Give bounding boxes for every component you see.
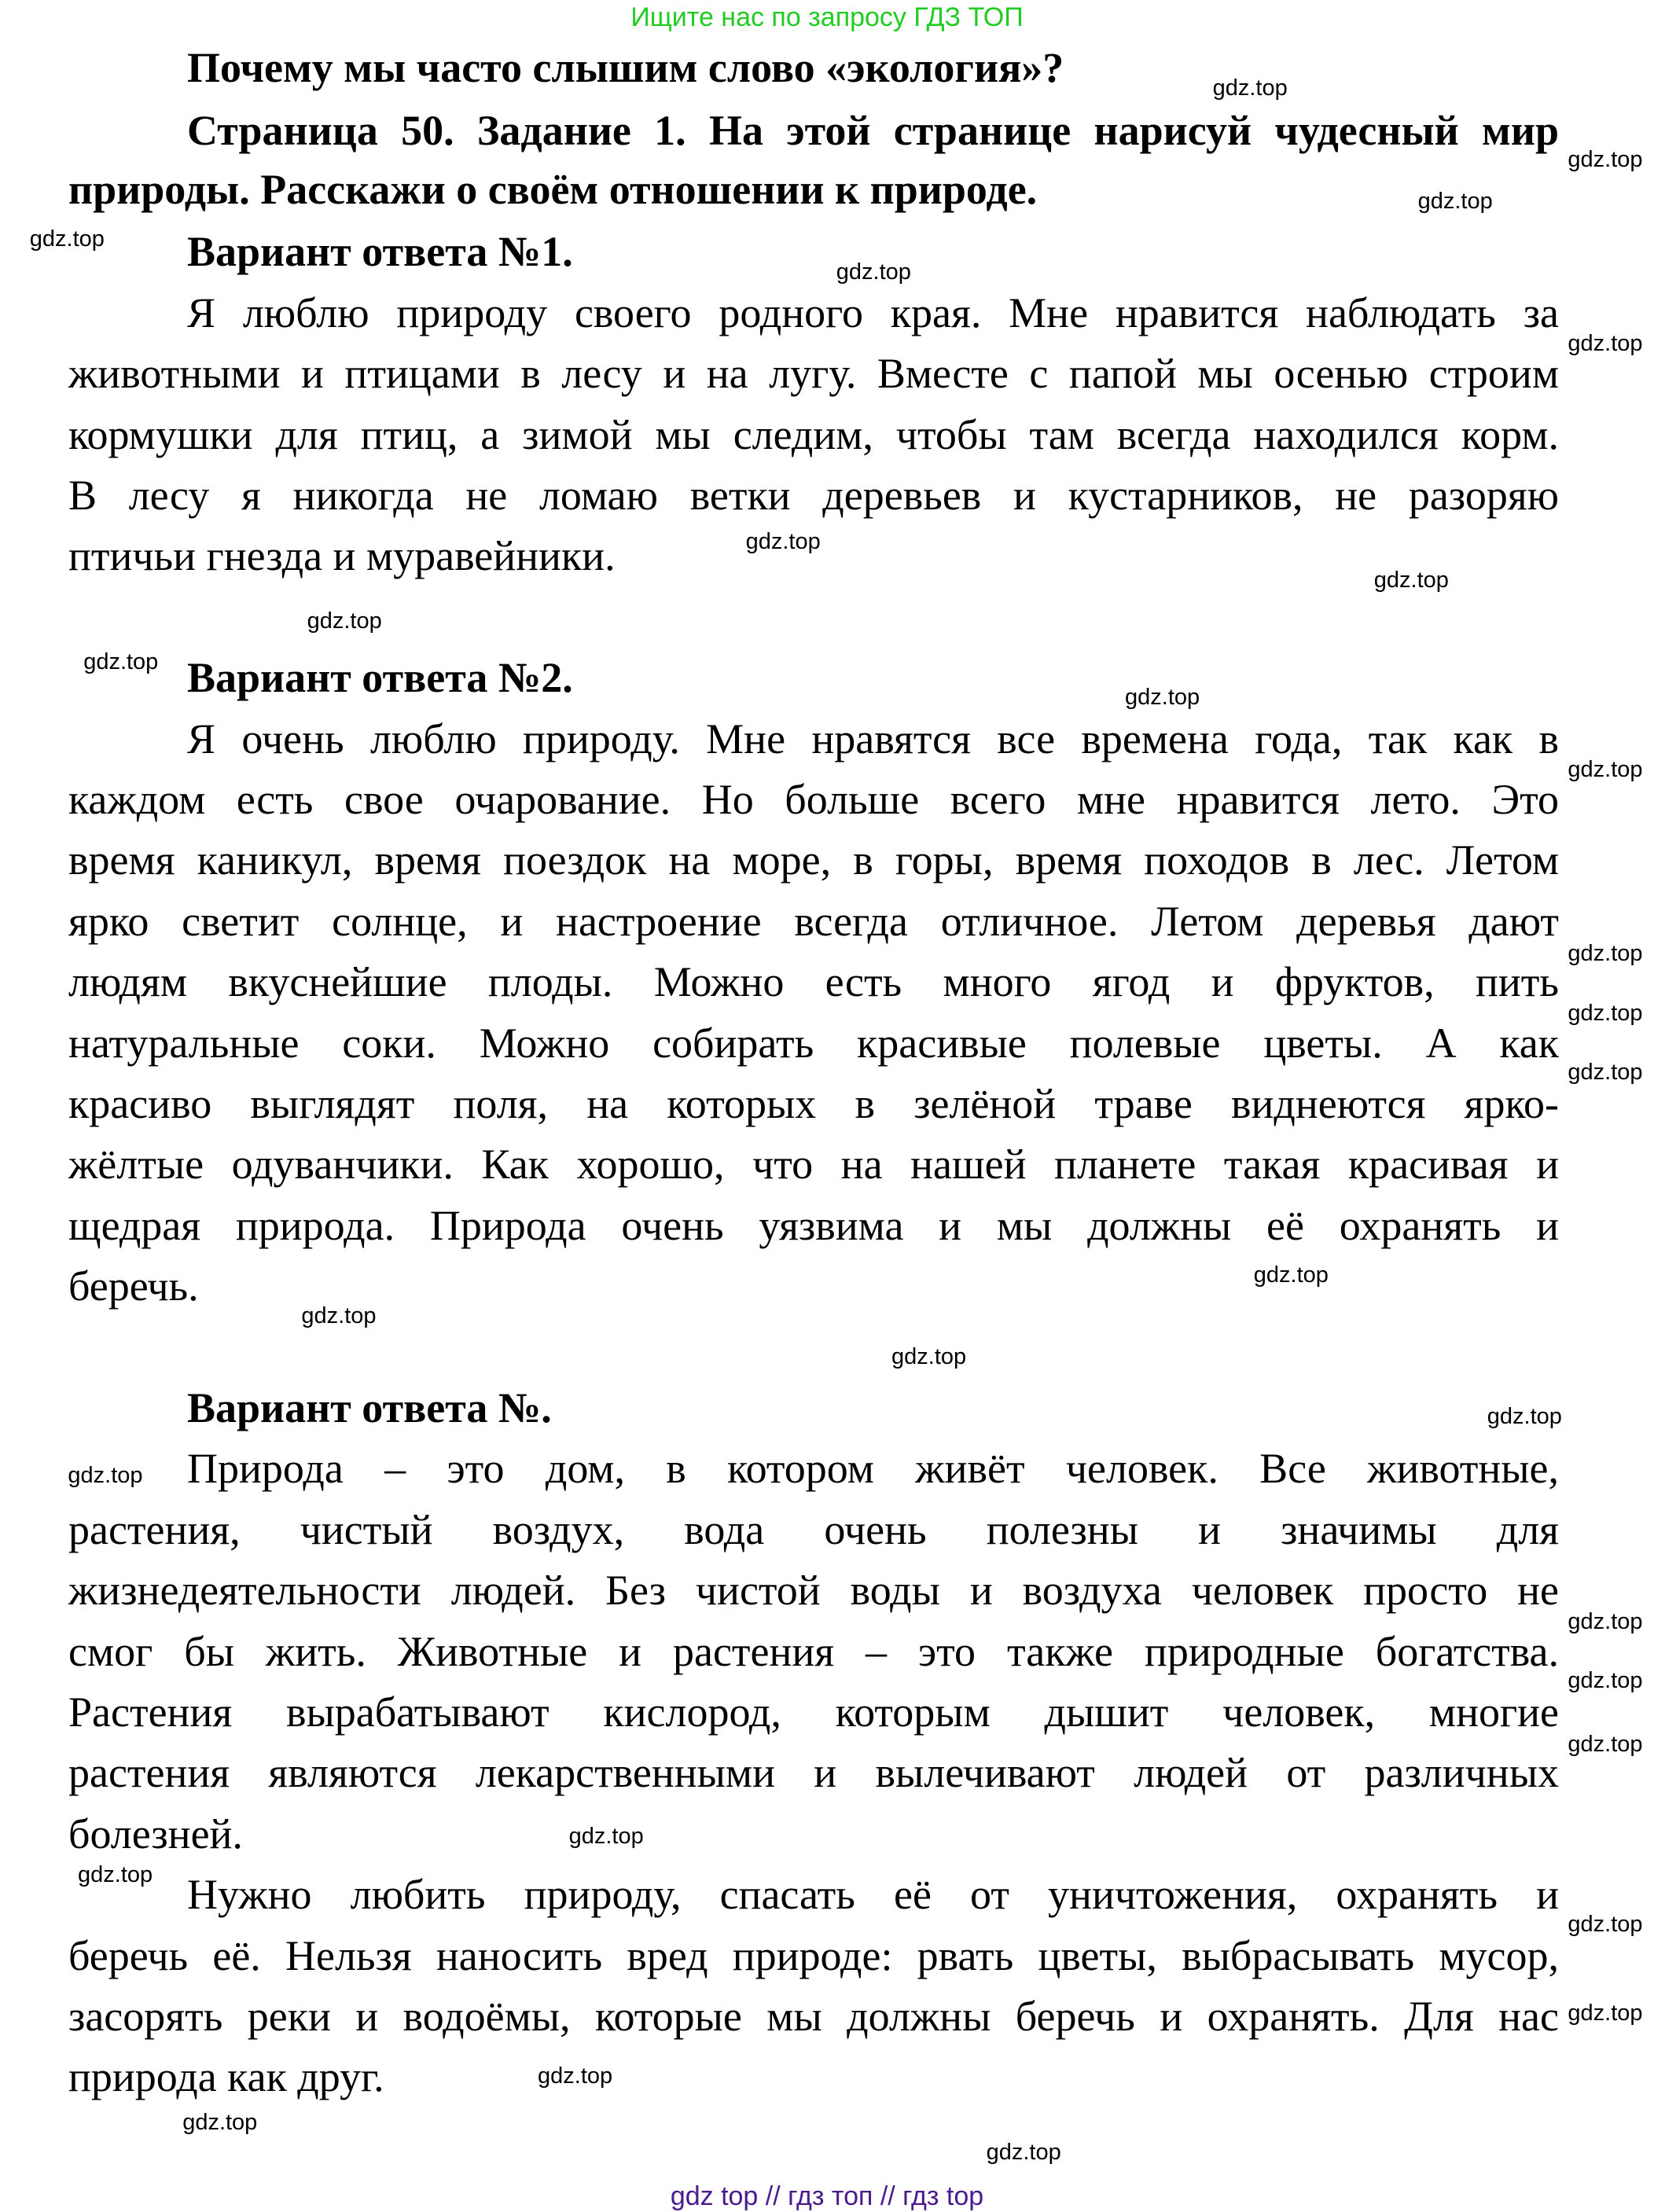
paragraph-line: каждом есть свое очарование. Но больше всего мне нравится лето. Это [68, 776, 1559, 823]
paragraph-line: засорять реки и водоёмы, которые мы должны беречь и охранять. Для нас [68, 1993, 1559, 2040]
watermark: gdz.top [301, 1303, 377, 1328]
paragraph-line: ярко светит солнце, и настроение всегда отличное. Летом деревья дают [68, 897, 1559, 945]
watermark: gdz.top [538, 2063, 613, 2089]
watermark: gdz.top [1568, 1668, 1643, 1694]
watermark: gdz.top [1568, 147, 1643, 173]
watermark: gdz.top [1417, 188, 1493, 214]
watermark: gdz.top [1568, 1732, 1643, 1758]
watermark: gdz.top [1568, 941, 1643, 967]
paragraph-line: птичьи гнезда и муравейники. [68, 532, 616, 580]
watermark: gdz.top [1568, 757, 1643, 783]
task-text: природы. Расскажи о своём отношении к природе. [68, 166, 1038, 214]
paragraph-line: Я очень люблю природу. Мне нравятся все времена года, так как в [187, 715, 1559, 762]
watermark: gdz.top [568, 1824, 644, 1850]
paragraph-line: болезней. [68, 1810, 243, 1857]
watermark: gdz.top [78, 1862, 153, 1887]
task-text: Страница 50. Задание 1. На этой странице нарисуй чудесный мир [187, 106, 1559, 154]
paragraph-line: растения являются лекарственными и вылечивают людей от различных [68, 1749, 1559, 1797]
watermark: gdz.top [1568, 1060, 1643, 1086]
watermark: gdz.top [1568, 1608, 1643, 1634]
watermark: gdz.top [986, 2139, 1061, 2165]
watermark: gdz.top [29, 226, 105, 252]
page-title: Почему мы часто слышим слово «экология»? [187, 44, 1064, 92]
watermark: gdz.top [68, 1463, 143, 1489]
watermark: gdz.top [1568, 2001, 1643, 2026]
watermark: gdz.top [745, 529, 821, 555]
paragraph-line: растения, чистый воздух, вода очень полезны и значимы для [68, 1505, 1559, 1553]
watermark: gdz.top [1253, 1262, 1329, 1288]
paragraph-line: беречь. [68, 1262, 199, 1310]
paragraph-line: людям вкуснейшие плоды. Можно есть много ягод и фруктов, пить [68, 958, 1559, 1006]
paragraph-line: Нужно любить природу, спасать её от уничтожения, охранять и [187, 1871, 1559, 1919]
watermark: gdz.top [1373, 568, 1449, 593]
paragraph-line: Растения вырабатывают кислород, которым дышит человек, многие [68, 1688, 1559, 1736]
watermark: gdz.top [1487, 1403, 1562, 1429]
paragraph-line: природа как друг. [68, 2053, 384, 2101]
paragraph-line: щедрая природа. Природа очень уязвима и мы должны её охранять и [68, 1201, 1559, 1249]
paragraph-line: Природа – это дом, в котором живёт человек. Все животные, [187, 1445, 1559, 1493]
paragraph-line: жёлтые одуванчики. Как хорошо, что на нашей планете такая красивая и [68, 1141, 1559, 1189]
watermark: gdz.top [1125, 685, 1200, 711]
paragraph-line: кормушки для птиц, а зимой мы следим, чтобы там всегда находился корм. [68, 410, 1559, 458]
paragraph-line: красиво выглядят поля, на которых в зелёной траве виднеются ярко- [68, 1080, 1559, 1127]
paragraph-line: Я люблю природу своего родного края. Мне нравится наблюдать за [187, 288, 1559, 336]
watermark: gdz.top [836, 259, 911, 285]
watermark: gdz.top [1212, 75, 1288, 101]
paragraph-line: жизнедеятельности людей. Без чистой воды и воздуха человек просто не [68, 1567, 1559, 1615]
paragraph-line: натуральные соки. Можно собирать красивые полевые цветы. А как [68, 1019, 1559, 1067]
variant-heading: Вариант ответа №1. [187, 228, 573, 276]
watermark: gdz.top [891, 1344, 967, 1370]
watermark: gdz.top [307, 608, 382, 634]
watermark: gdz.top [1568, 331, 1643, 357]
paragraph-line: смог бы жить. Животные и растения – это также природные богатства. [68, 1627, 1559, 1675]
footer-links[interactable]: gdz top // гдз топ // гдз top [670, 2181, 984, 2211]
paragraph-line: В лесу я никогда не ломаю ветки деревьев и кустарников, не разоряю [68, 472, 1559, 519]
variant-heading: Вариант ответа №2. [187, 654, 573, 702]
variant-heading: Вариант ответа №. [187, 1384, 552, 1431]
paragraph-line: беречь её. Нельзя наносить вред природе: рвать цветы, выбрасывать мусор, [68, 1931, 1559, 1979]
paragraph-line: животными и птицами в лесу и на лугу. Вместе с папой мы осенью строим [68, 350, 1559, 398]
search-banner-link[interactable]: Ищите нас по запросу ГДЗ ТОП [630, 2, 1024, 32]
paragraph-line: время каникул, время поездок на море, в горы, время походов в лес. Летом [68, 836, 1559, 884]
watermark: gdz.top [182, 2110, 258, 2135]
watermark: gdz.top [83, 649, 159, 675]
watermark: gdz.top [1568, 1000, 1643, 1026]
watermark: gdz.top [1568, 1912, 1643, 1937]
